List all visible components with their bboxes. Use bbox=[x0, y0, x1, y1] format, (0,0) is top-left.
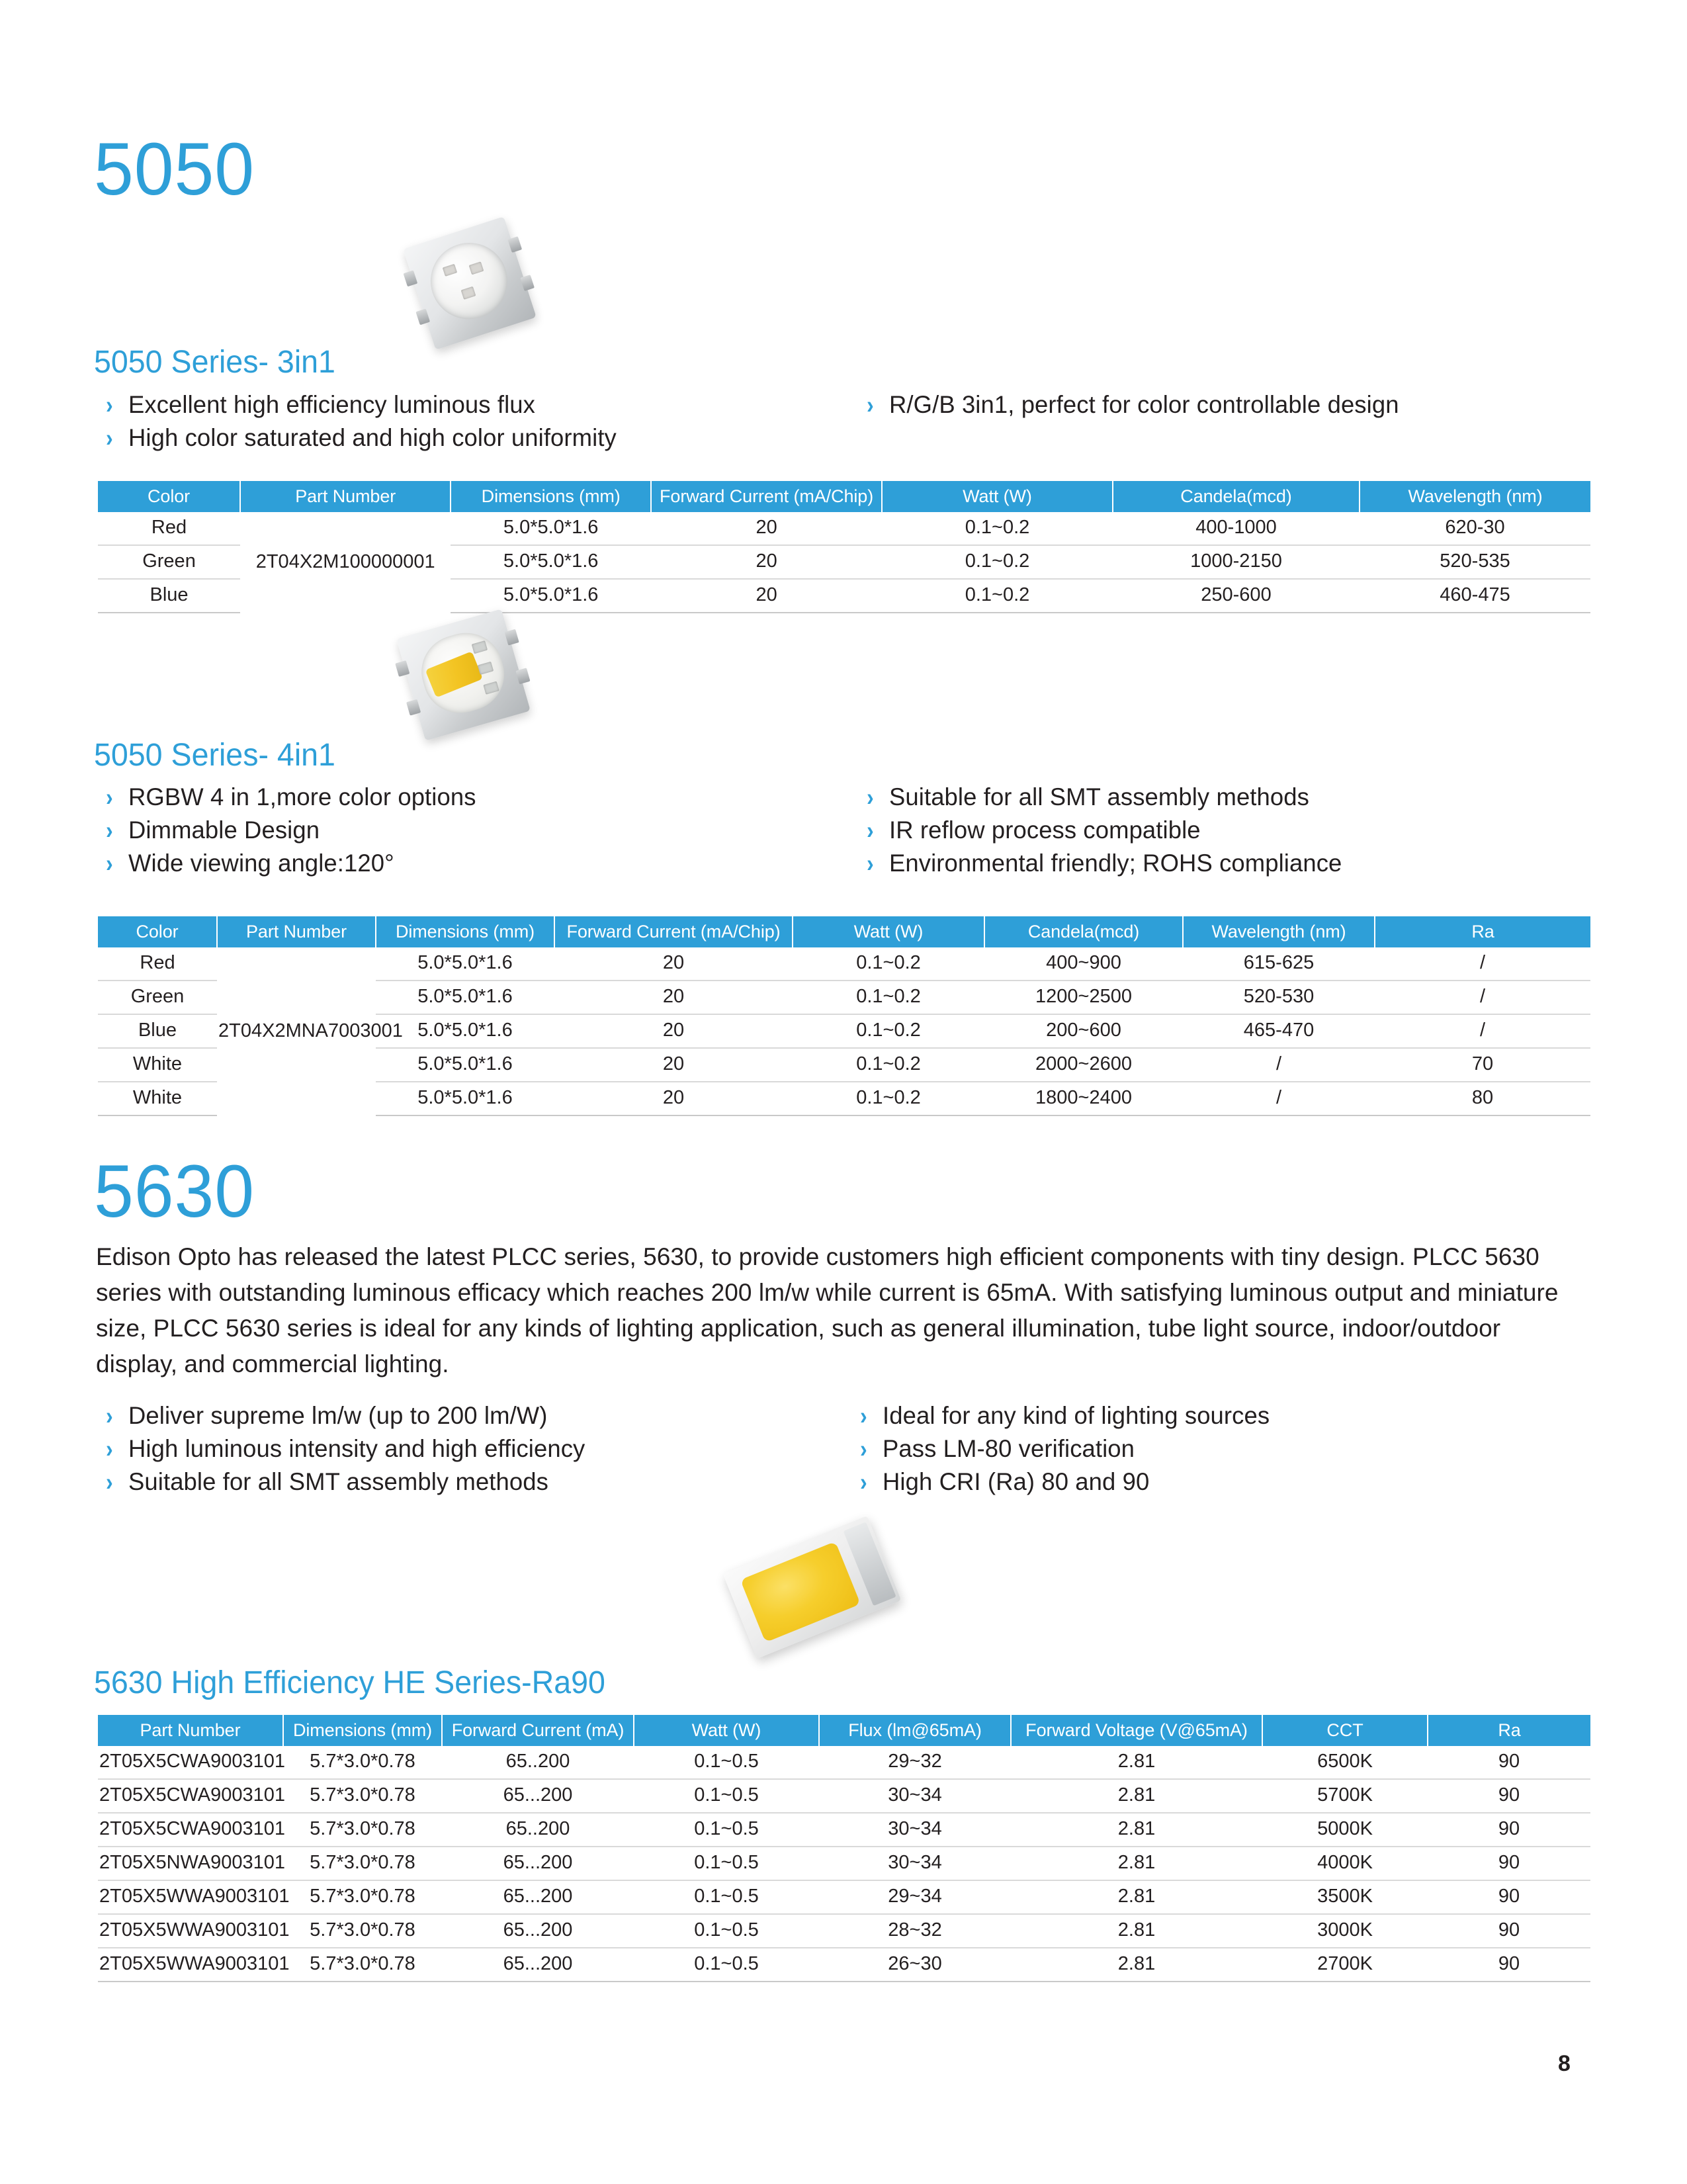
table-row bbox=[98, 1948, 1590, 1982]
table-row bbox=[98, 1779, 1590, 1813]
cell-color: Red bbox=[98, 947, 217, 981]
column-header-forward-current: Forward Current (mA) bbox=[442, 1715, 634, 1746]
bullet-text: Pass LM-80 verification bbox=[883, 1435, 1135, 1462]
cell-dimensions: 5.0*5.0*1.6 bbox=[376, 1014, 554, 1048]
cell-watt: 0.1~0.2 bbox=[793, 1014, 984, 1048]
cell-dimensions: 5.7*3.0*0.78 bbox=[283, 1948, 442, 1982]
column-header-watt: Watt (W) bbox=[634, 1715, 819, 1746]
column-header-dimensions: Dimensions (mm) bbox=[451, 481, 651, 512]
column-header-watt: Watt (W) bbox=[793, 916, 984, 947]
cell-forward-current: 65...200 bbox=[442, 1914, 634, 1948]
cell-cct: 3000K bbox=[1262, 1914, 1428, 1948]
cell-dimensions: 5.7*3.0*0.78 bbox=[283, 1746, 442, 1779]
column-header-color: Color bbox=[98, 916, 217, 947]
cell-candela: 1000-2150 bbox=[1113, 545, 1360, 579]
table-header-row bbox=[98, 1715, 1590, 1746]
list-item bbox=[106, 1436, 860, 1462]
chevron-right-icon: › bbox=[106, 1435, 113, 1463]
column-header-watt: Watt (W) bbox=[882, 481, 1113, 512]
cell-forward-current: 65...200 bbox=[442, 1779, 634, 1813]
bullet-text: Excellent high efficiency luminous flux bbox=[128, 391, 535, 418]
column-header-dimensions: Dimensions (mm) bbox=[283, 1715, 442, 1746]
table-header-row bbox=[98, 916, 1590, 947]
cell-forward-current: 65...200 bbox=[442, 1948, 634, 1982]
chevron-right-icon: › bbox=[106, 391, 113, 419]
cell-forward-current: 20 bbox=[554, 981, 793, 1014]
cell-dimensions: 5.0*5.0*1.6 bbox=[376, 1048, 554, 1082]
chevron-right-icon: › bbox=[867, 850, 874, 877]
cell-forward-current: 20 bbox=[554, 1014, 793, 1048]
cell-wavelength: / bbox=[1183, 1048, 1375, 1082]
column-header-cct: CCT bbox=[1262, 1715, 1428, 1746]
cell-cct: 2700K bbox=[1262, 1948, 1428, 1982]
cell-ra: 90 bbox=[1428, 1880, 1590, 1914]
cell-watt: 0.1~0.5 bbox=[634, 1914, 819, 1948]
led-die bbox=[460, 286, 476, 300]
cell-forward-voltage: 2.81 bbox=[1011, 1880, 1262, 1914]
cell-forward-current: 65..200 bbox=[442, 1813, 634, 1847]
bullet-list-5630-left bbox=[106, 1403, 860, 1502]
cell-ra: 80 bbox=[1375, 1082, 1590, 1115]
section-5630-description: Edison Opto has released the latest PLCC series, 5630, to provide customers high efficient components with tiny design. PLCC 5630 series with outstanding luminous efficacy which reaches 200 lm/w while current is 65mA. With satisfying luminous output and miniature size, PLCC 5630 series is ideal for any kinds of lighting application, such as general illumination, tube light source, indoor/outdoor display, and commercial lighting. bbox=[96, 1243, 1559, 1377]
cell-dimensions: 5.0*5.0*1.6 bbox=[451, 579, 651, 613]
cell-flux: 28~32 bbox=[819, 1914, 1011, 1948]
list-item bbox=[106, 784, 847, 810]
chevron-right-icon: › bbox=[867, 391, 874, 419]
column-header-candela: Candela(mcd) bbox=[1113, 481, 1360, 512]
cell-watt: 0.1~0.2 bbox=[882, 579, 1113, 613]
cell-ra: 90 bbox=[1428, 1746, 1590, 1779]
cell-dimensions: 5.0*5.0*1.6 bbox=[451, 545, 651, 579]
cell-candela: 200~600 bbox=[984, 1014, 1183, 1048]
cell-watt: 0.1~0.5 bbox=[634, 1880, 819, 1914]
column-header-part-number: Part Number bbox=[240, 481, 451, 512]
cell-dimensions: 5.7*3.0*0.78 bbox=[283, 1813, 442, 1847]
chevron-right-icon: › bbox=[106, 1468, 113, 1496]
cell-part-number: 2T05X5WWA9003101 bbox=[98, 1880, 283, 1914]
cell-forward-current: 20 bbox=[554, 1048, 793, 1082]
cell-forward-voltage: 2.81 bbox=[1011, 1948, 1262, 1982]
cell-color: White bbox=[98, 1048, 217, 1082]
led-photo-5050-4in1 bbox=[396, 609, 531, 740]
bullet-text: High color saturated and high color uniformity bbox=[128, 424, 617, 451]
cell-forward-current: 20 bbox=[651, 579, 882, 613]
cell-watt: 0.1~0.5 bbox=[634, 1746, 819, 1779]
cell-part-number: 2T05X5NWA9003101 bbox=[98, 1847, 283, 1880]
cell-wavelength: 465-470 bbox=[1183, 1014, 1375, 1048]
cell-candela: 250-600 bbox=[1113, 579, 1360, 613]
cell-ra: 90 bbox=[1428, 1847, 1590, 1880]
cell-forward-current: 20 bbox=[651, 512, 882, 545]
cell-watt: 0.1~0.2 bbox=[793, 981, 984, 1014]
table-5630-he bbox=[98, 1715, 1590, 1982]
cell-watt: 0.1~0.2 bbox=[793, 947, 984, 981]
column-header-forward-voltage: Forward Voltage (V@65mA) bbox=[1011, 1715, 1262, 1746]
cell-color: Green bbox=[98, 545, 240, 579]
cell-forward-current: 20 bbox=[554, 1082, 793, 1115]
column-header-dimensions: Dimensions (mm) bbox=[376, 916, 554, 947]
led-die bbox=[483, 681, 499, 695]
column-header-ra: Ra bbox=[1375, 916, 1590, 947]
cell-dimensions: 5.0*5.0*1.6 bbox=[376, 947, 554, 981]
list-item bbox=[867, 850, 1601, 877]
bullet-list-5630-right bbox=[860, 1403, 1594, 1502]
chevron-right-icon: › bbox=[106, 850, 113, 877]
chevron-right-icon: › bbox=[860, 1468, 867, 1496]
list-item bbox=[860, 1469, 1594, 1495]
cell-watt: 0.1~0.5 bbox=[634, 1948, 819, 1982]
cell-dimensions: 5.0*5.0*1.6 bbox=[376, 1082, 554, 1115]
cell-wavelength: 620-30 bbox=[1360, 512, 1590, 545]
cell-dimensions: 5.7*3.0*0.78 bbox=[283, 1847, 442, 1880]
chevron-right-icon: › bbox=[106, 1402, 113, 1430]
bullet-text: Environmental friendly; ROHS compliance bbox=[889, 850, 1342, 877]
cell-forward-current: 65..200 bbox=[442, 1746, 634, 1779]
led-die bbox=[442, 263, 457, 277]
cell-part-number: 2T05X5CWA9003101 bbox=[98, 1746, 283, 1779]
cell-dimensions: 5.7*3.0*0.78 bbox=[283, 1880, 442, 1914]
section-title-5050: 5050 bbox=[94, 128, 255, 210]
cell-watt: 0.1~0.5 bbox=[634, 1779, 819, 1813]
bullet-text: High CRI (Ra) 80 and 90 bbox=[883, 1468, 1150, 1495]
bullet-text: Deliver supreme lm/w (up to 200 lm/W) bbox=[128, 1402, 548, 1429]
cell-cct: 4000K bbox=[1262, 1847, 1428, 1880]
cell-part-number: 2T05X5WWA9003101 bbox=[98, 1914, 283, 1948]
cell-flux: 29~34 bbox=[819, 1880, 1011, 1914]
table-5050-3in1 bbox=[98, 481, 1590, 613]
cell-wavelength: 520-535 bbox=[1360, 545, 1590, 579]
column-header-color: Color bbox=[98, 481, 240, 512]
bullet-list-5050-4in1-left bbox=[106, 784, 847, 883]
bullet-text: Wide viewing angle:120° bbox=[128, 850, 394, 877]
cell-flux: 30~34 bbox=[819, 1779, 1011, 1813]
bullet-text: Ideal for any kind of lighting sources bbox=[883, 1402, 1270, 1429]
table-row bbox=[98, 1746, 1590, 1779]
cell-forward-current: 20 bbox=[651, 545, 882, 579]
cell-flux: 29~32 bbox=[819, 1746, 1011, 1779]
bullet-text: IR reflow process compatible bbox=[889, 816, 1201, 844]
table-row bbox=[98, 512, 1590, 545]
subsection-title-5630-he: 5630 High Efficiency HE Series-Ra90 bbox=[94, 1665, 605, 1700]
cell-color: White bbox=[98, 1082, 217, 1115]
bullet-list-5050-3in1-left bbox=[106, 392, 847, 458]
cell-watt: 0.1~0.2 bbox=[793, 1082, 984, 1115]
phosphor-region bbox=[425, 651, 483, 697]
chevron-right-icon: › bbox=[867, 783, 874, 811]
led-photo-5630 bbox=[723, 1516, 902, 1659]
cell-watt: 0.1~0.2 bbox=[882, 545, 1113, 579]
cell-color: Blue bbox=[98, 579, 240, 613]
cell-part-number: 2T04X2M100000001 bbox=[255, 550, 435, 572]
bullet-text: RGBW 4 in 1,more color options bbox=[128, 783, 476, 810]
cell-dimensions: 5.0*5.0*1.6 bbox=[376, 981, 554, 1014]
table-row bbox=[98, 1880, 1590, 1914]
cell-color: Red bbox=[98, 512, 240, 545]
cell-wavelength: 460-475 bbox=[1360, 579, 1590, 613]
bullet-list-5050-3in1-right bbox=[867, 392, 1601, 425]
chevron-right-icon: › bbox=[860, 1435, 867, 1463]
bullet-text: High luminous intensity and high efficiency bbox=[128, 1435, 585, 1462]
subsection-title-5050-4in1: 5050 Series- 4in1 bbox=[94, 738, 335, 773]
column-header-flux: Flux (lm@65mA) bbox=[819, 1715, 1011, 1746]
cell-dimensions: 5.7*3.0*0.78 bbox=[283, 1914, 442, 1948]
subsection-title-5050-3in1: 5050 Series- 3in1 bbox=[94, 345, 335, 380]
cell-flux: 26~30 bbox=[819, 1948, 1011, 1982]
cell-color: Blue bbox=[98, 1014, 217, 1048]
cell-forward-voltage: 2.81 bbox=[1011, 1779, 1262, 1813]
table-row bbox=[98, 1847, 1590, 1880]
cell-wavelength: 615-625 bbox=[1183, 947, 1375, 981]
cell-flux: 30~34 bbox=[819, 1847, 1011, 1880]
column-header-ra: Ra bbox=[1428, 1715, 1590, 1746]
cell-part-number: 2T05X5WWA9003101 bbox=[98, 1948, 283, 1982]
cell-dimensions: 5.7*3.0*0.78 bbox=[283, 1779, 442, 1813]
list-item bbox=[860, 1436, 1594, 1462]
cell-forward-voltage: 2.81 bbox=[1011, 1914, 1262, 1948]
cell-cct: 5000K bbox=[1262, 1813, 1428, 1847]
bullet-text: Suitable for all SMT assembly methods bbox=[889, 783, 1309, 810]
cell-ra: 90 bbox=[1428, 1948, 1590, 1982]
column-header-part-number: Part Number bbox=[217, 916, 376, 947]
cell-watt: 0.1~0.2 bbox=[793, 1048, 984, 1082]
list-item bbox=[106, 1403, 860, 1429]
cell-candela: 1800~2400 bbox=[984, 1082, 1183, 1115]
cell-ra: 70 bbox=[1375, 1048, 1590, 1082]
led-die bbox=[472, 640, 488, 654]
cell-candela: 400-1000 bbox=[1113, 512, 1360, 545]
cell-forward-voltage: 2.81 bbox=[1011, 1813, 1262, 1847]
cell-cct: 6500K bbox=[1262, 1746, 1428, 1779]
table-5050-4in1 bbox=[98, 916, 1590, 1116]
led-die bbox=[468, 261, 484, 275]
cell-wavelength: 520-530 bbox=[1183, 981, 1375, 1014]
led-photo-5050-3in1 bbox=[403, 216, 537, 350]
column-header-wavelength: Wavelength (nm) bbox=[1183, 916, 1375, 947]
cell-ra: 90 bbox=[1428, 1779, 1590, 1813]
cell-forward-voltage: 2.81 bbox=[1011, 1746, 1262, 1779]
cell-color: Green bbox=[98, 981, 217, 1014]
cell-ra: / bbox=[1375, 947, 1590, 981]
cell-watt: 0.1~0.2 bbox=[882, 512, 1113, 545]
list-item bbox=[106, 1469, 860, 1495]
chevron-right-icon: › bbox=[860, 1402, 867, 1430]
cell-forward-current: 65...200 bbox=[442, 1847, 634, 1880]
bullet-text: R/G/B 3in1, perfect for color controllable design bbox=[889, 391, 1399, 418]
cell-part-number: 2T05X5CWA9003101 bbox=[98, 1779, 283, 1813]
table-row bbox=[98, 1813, 1590, 1847]
list-item bbox=[867, 784, 1601, 810]
cell-ra: 90 bbox=[1428, 1914, 1590, 1948]
list-item bbox=[867, 817, 1601, 844]
cell-ra: / bbox=[1375, 981, 1590, 1014]
cell-forward-voltage: 2.81 bbox=[1011, 1847, 1262, 1880]
cell-candela: 2000~2600 bbox=[984, 1048, 1183, 1082]
cell-flux: 30~34 bbox=[819, 1813, 1011, 1847]
table-row bbox=[98, 1914, 1590, 1948]
page-number: 8 bbox=[1558, 2051, 1571, 2076]
table-row bbox=[98, 947, 1590, 981]
chevron-right-icon: › bbox=[106, 783, 113, 811]
table-header-row bbox=[98, 481, 1590, 512]
cell-dimensions: 5.0*5.0*1.6 bbox=[451, 512, 651, 545]
cell-candela: 1200~2500 bbox=[984, 981, 1183, 1014]
cell-cct: 5700K bbox=[1262, 1779, 1428, 1813]
cell-part-number: 2T04X2MNA7003001 bbox=[218, 1020, 403, 1041]
chevron-right-icon: › bbox=[106, 816, 113, 844]
led-die bbox=[478, 662, 494, 676]
cell-part-number: 2T05X5CWA9003101 bbox=[98, 1813, 283, 1847]
list-item bbox=[106, 850, 847, 877]
list-item bbox=[106, 425, 847, 451]
column-header-candela: Candela(mcd) bbox=[984, 916, 1183, 947]
cell-candela: 400~900 bbox=[984, 947, 1183, 981]
column-header-forward-current: Forward Current (mA/Chip) bbox=[554, 916, 793, 947]
cell-watt: 0.1~0.5 bbox=[634, 1813, 819, 1847]
chevron-right-icon: › bbox=[106, 424, 113, 452]
column-header-forward-current: Forward Current (mA/Chip) bbox=[651, 481, 882, 512]
cell-ra: 90 bbox=[1428, 1813, 1590, 1847]
cell-forward-current: 65...200 bbox=[442, 1880, 634, 1914]
bullet-list-5050-4in1-right bbox=[867, 784, 1601, 883]
list-item bbox=[106, 392, 847, 418]
column-header-part-number: Part Number bbox=[98, 1715, 283, 1746]
cell-watt: 0.1~0.5 bbox=[634, 1847, 819, 1880]
cell-ra: / bbox=[1375, 1014, 1590, 1048]
cell-cct: 3500K bbox=[1262, 1880, 1428, 1914]
list-item bbox=[860, 1403, 1594, 1429]
list-item bbox=[867, 392, 1601, 418]
cell-forward-current: 20 bbox=[554, 947, 793, 981]
section-title-5630: 5630 bbox=[94, 1150, 255, 1233]
chevron-right-icon: › bbox=[867, 816, 874, 844]
cell-wavelength: / bbox=[1183, 1082, 1375, 1115]
list-item bbox=[106, 817, 847, 844]
bullet-text: Suitable for all SMT assembly methods bbox=[128, 1468, 548, 1495]
column-header-wavelength: Wavelength (nm) bbox=[1360, 481, 1590, 512]
bullet-text: Dimmable Design bbox=[128, 816, 320, 844]
